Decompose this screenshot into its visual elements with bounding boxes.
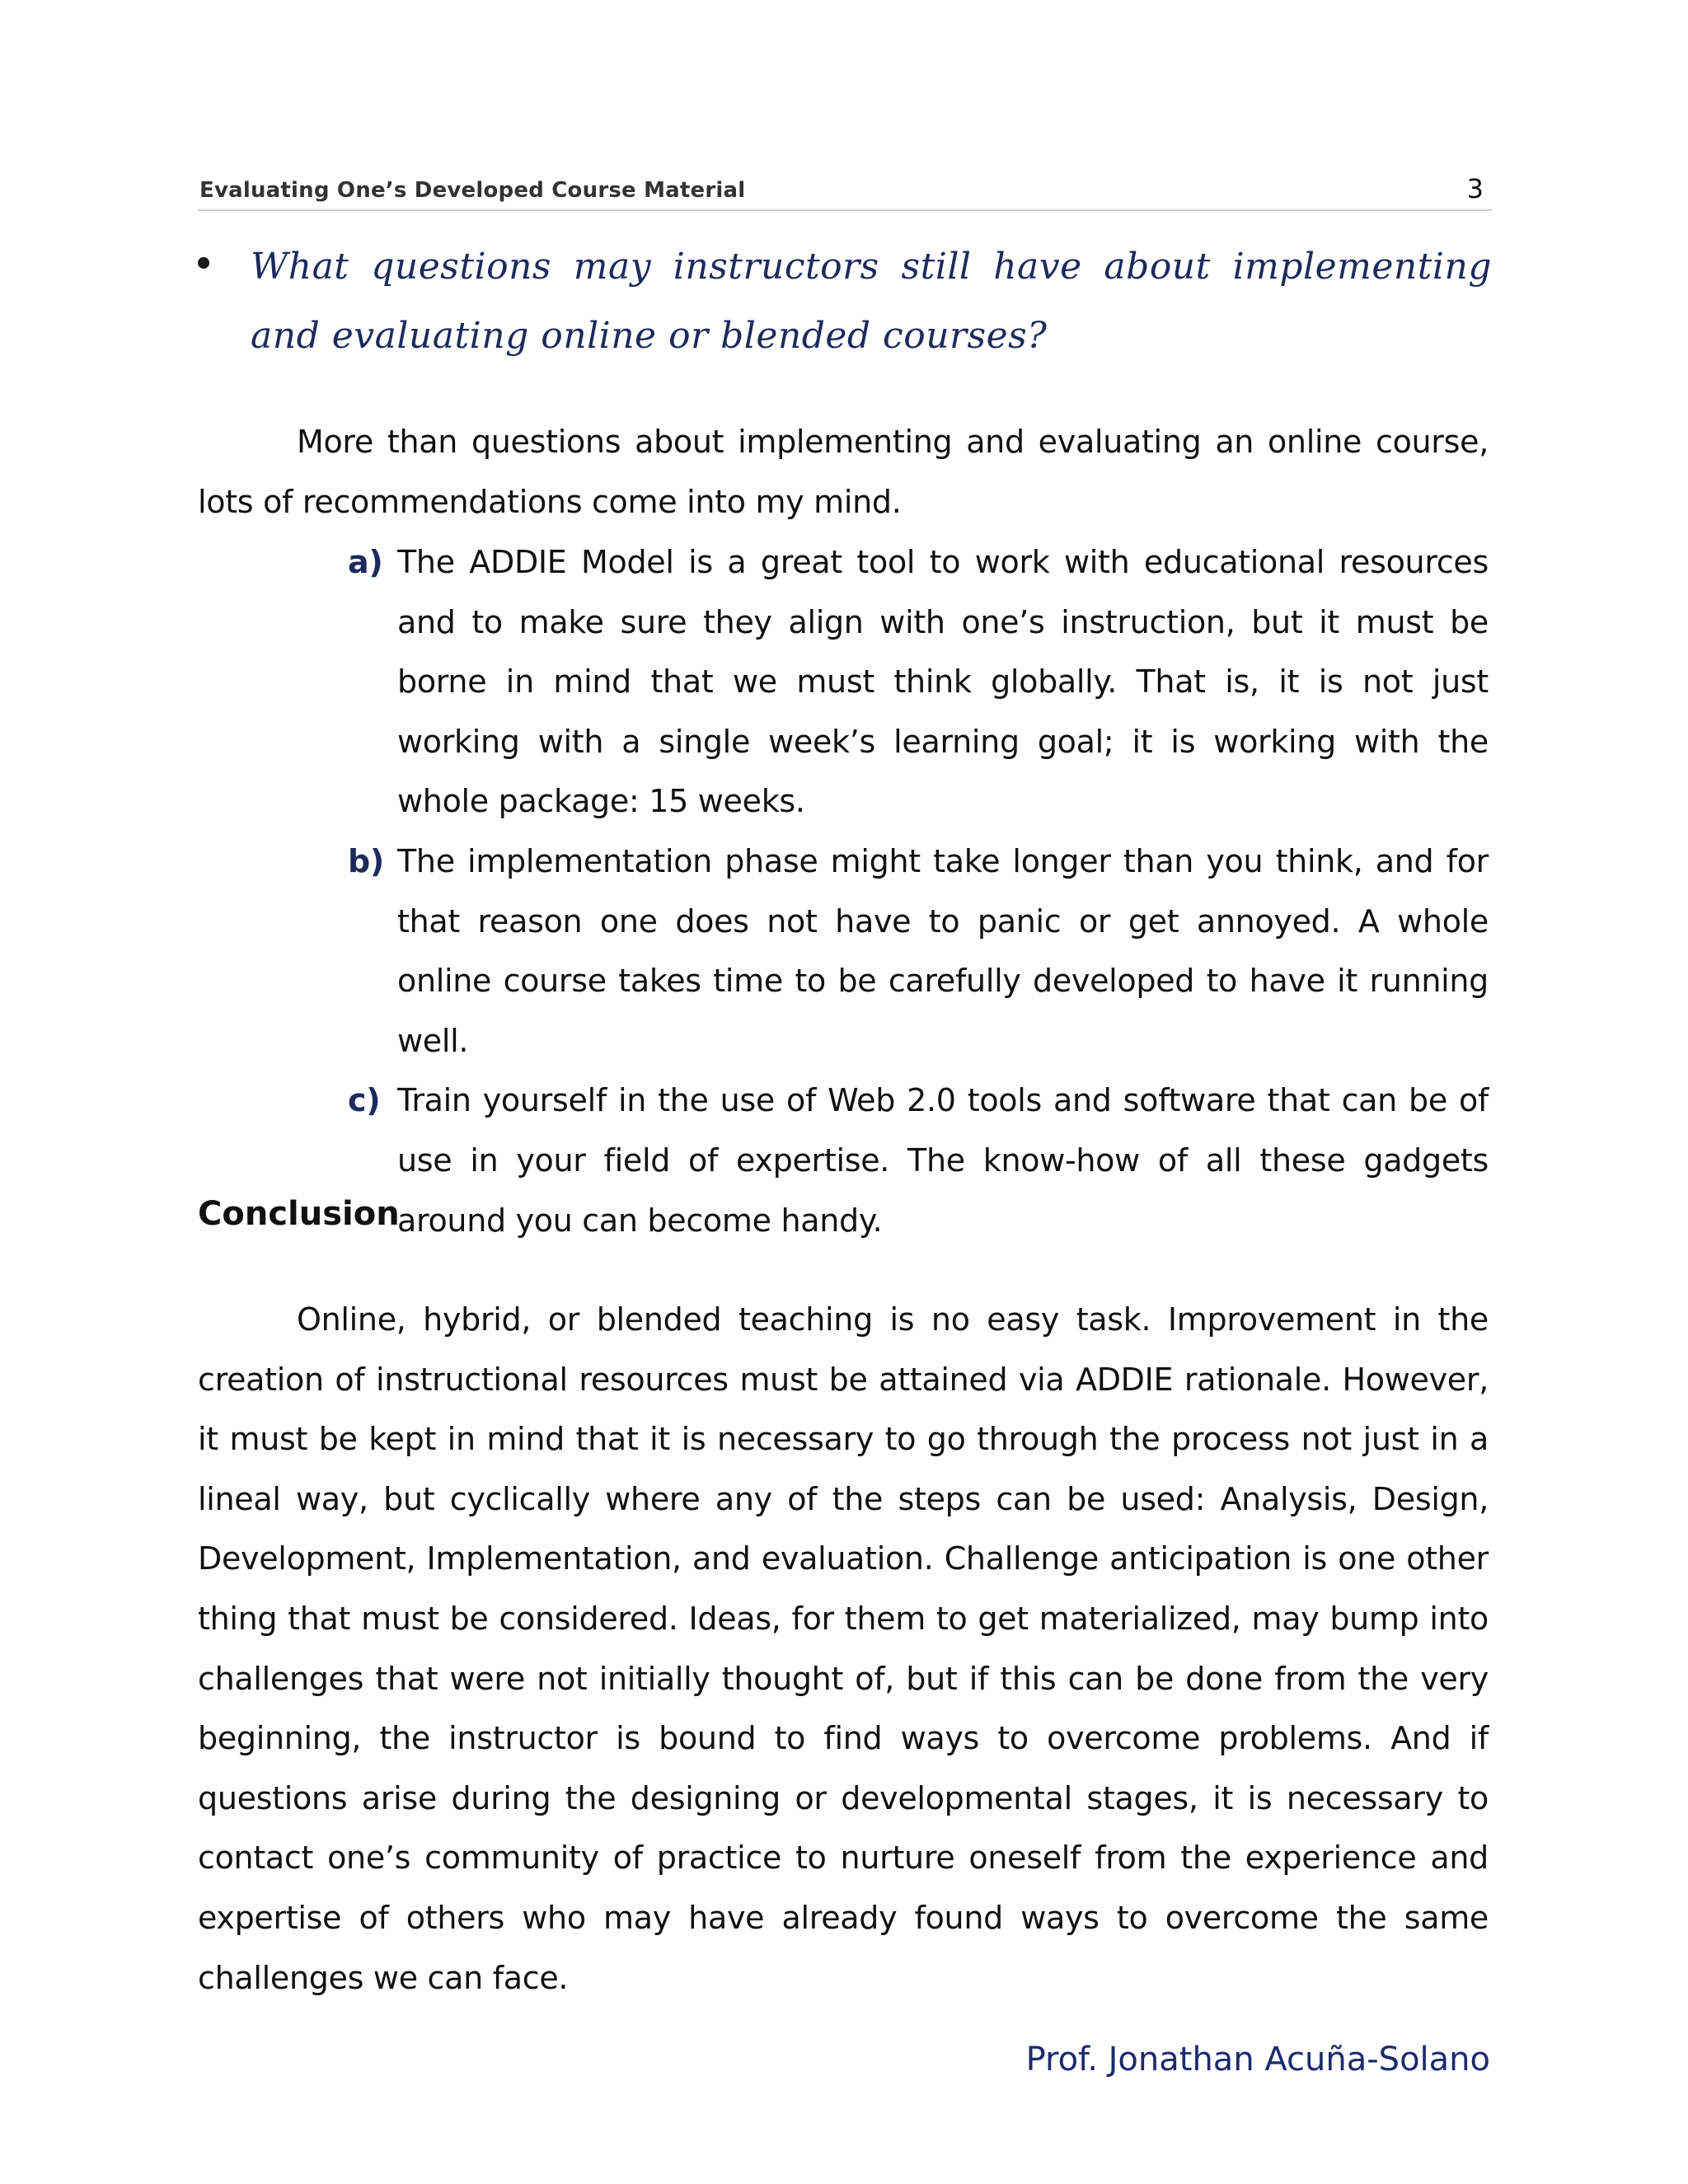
list-marker: a) (348, 544, 383, 580)
question-text: What questions may instructors still have about implementing and evaluating online or blended courses? (251, 246, 1492, 357)
list-marker: c) (348, 1082, 381, 1119)
list-item (338, 1071, 1489, 1250)
page-number: 3 (1466, 173, 1484, 204)
author-signature: Prof. Jonathan Acuña-Solano (1025, 2041, 1490, 2079)
list-item (338, 832, 1489, 1071)
list-item-text: The implementation phase might take longer than you think, and for that reason one does not have to panic or get annoyed. A whole online course takes time to be carefully developed to have it running well. (397, 842, 1489, 1059)
conclusion-paragraph: Online, hybrid, or blended teaching is no easy task. Improvement in the creation of instructional resources must be attained via ADDIE rationale. However, it must be kept in mind that it is necessary to go through the process not just in a lineal way, but cyclically where any of the steps can be used: Analysis, Design, Development, Implementation, and evaluation. Challenge anticipation is one other thing that must be considered. Ideas, for them to get materialized, may bump into challenges that were not initially thought of, but if this can be done from the very beginning, the instructor is bound to find ways to overcome problems. And if questions arise during the designing or developmental stages, it is necessary to contact one’s community of practice to nurture oneself from the experience and expertise of others who may have already found ways to overcome the same challenges we can face. (198, 1301, 1489, 1996)
question-heading (198, 232, 1492, 371)
recommendations-list (338, 532, 1489, 1250)
running-header (198, 173, 1492, 211)
bullet-icon (198, 257, 209, 269)
conclusion-heading: Conclusion (198, 1195, 400, 1233)
list-marker: b) (348, 842, 384, 879)
header-title: Evaluating One’s Developed Course Material (199, 178, 746, 203)
list-item (338, 532, 1489, 832)
list-item-text: Train yourself in the use of Web 2.0 tools and software that can be of use in your field of expertise. The know-how of all these gadgets around you can become handy. (397, 1082, 1489, 1239)
intro-paragraph: More than questions about implementing and evaluating an online course, lots of recommendations come into my mind. (198, 424, 1489, 520)
list-item-text: The ADDIE Model is a great tool to work with educational resources and to make sure they align with one’s instruction, but it must be borne in mind that we must think globally. That is, it is not just working with a single week’s learning goal; it is working with the whole package: 15 weeks. (397, 544, 1489, 820)
